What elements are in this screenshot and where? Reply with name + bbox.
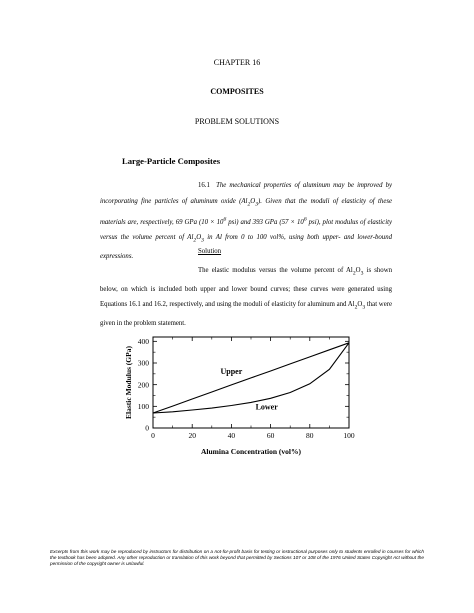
chapter-subtitle: PROBLEM SOLUTIONS [194,117,280,126]
y-tick-label: 100 [137,401,149,411]
problem-statement [100,178,392,264]
y-tick-label: 400 [137,336,149,346]
x-tick-label: 60 [266,431,275,440]
series-label-lower: Lower [255,402,278,412]
x-axis-title: Alumina Concentration (vol%) [201,447,301,456]
x-tick-label: 0 [151,431,155,440]
chapter-label: CHAPTER 16 [213,58,261,67]
x-tick-label: 40 [227,431,236,440]
modulus-chart [110,328,360,478]
y-tick-label: 0 [145,423,149,433]
x-tick-label: 20 [188,431,196,440]
plot-frame [153,337,349,428]
solution-text: The elastic modulus versus the volume percent of $Al_2O_3$ is shown below, on which is included both upper and lower bound curves; these curves were generated using Equations 16.1 and 16.2, respectively, and using the moduli of elasticity for aluminum and $Al_2O_3$ that were given in the problem statement. [100,267,393,328]
y-tick-label: 300 [137,358,149,368]
problem-number: 16.1 [198,182,210,189]
y-axis-title: Elastic Modulus (GPa) [124,346,133,419]
x-tick-label: 80 [306,431,314,440]
y-tick-label: 200 [137,380,149,390]
x-tick-label: 100 [343,431,355,440]
solution-label: Solution [198,248,222,255]
series-label-upper: Upper [220,366,243,376]
chapter-title: COMPOSITES [210,87,264,96]
section-heading: Large-Particle Composites [122,156,221,166]
problem-text: The mechanical properties of aluminum may be improved by incorporating fine particles of aluminum oxide $(Al_2O_3)$. Given that the moduli of elasticity of these materials are, respectively, 69 GPa ($10 \times 10^6$ psi) and 393 GPa ($57 \times 10^6$ psi), plot modulus of elasticity versus the volume percent of $Al_2O_3$ in Al from 0 to 100 vol%, using both upper- and lower-bound expressions. [100,182,392,260]
copyright-notice: Excerpts from this work may be reproduced by instructors for distribution on a not-for-profit basis for testing or instructional purposes only to students enrolled in courses for which the textbook has been adopted. Any other reproduction or translation of this work beyond that permitted by Sections 107 or 108 of the 1976 United States Copyright Act without the permission of the copyright owner is unlawful. [50,549,424,567]
